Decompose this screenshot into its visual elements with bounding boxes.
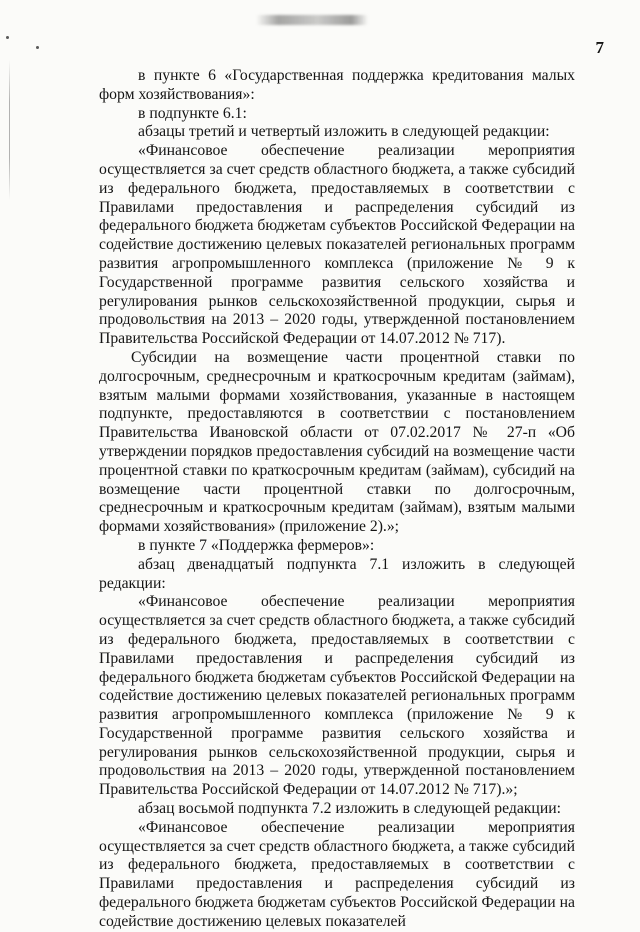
- paragraph: в пункте 7 «Поддержка фермеров»:: [138, 536, 375, 554]
- paragraph: Субсидии на возмещение части процентной ставки по долгосрочным, среднесрочным и краткосрочным кредитам (займам), взятым малыми формами хозяйствования, указанные в настоящем подпункте, предоставляются в соответствии с постановлением Правительства Ивановской области от 07.02.2017 № 27-п «Об утверждении порядков предоставления субсидий на возмещение части процентной ставки по краткосрочным кредитам (займам), субсидий на возмещение части процентной ставки по долгосрочным, среднесрочным и краткосрочным кредитам (займам), взятым малыми формами хозяйствования» (приложение 2).»;: [99, 348, 575, 536]
- paragraph: «Финансовое обеспечение реализации мероприятия осуществляется за счет средств областного бюджета, а также субсидий из федерального бюджета, предоставляемых в соответствии с Правилами предоставления и распределения субсидий из федерального бюджета бюджетам субъектов Российской Федерации на содействие достижению целевых показателей региональных программ развития агропромышленного комплекса (приложение № 9 к Государственной программе развития сельского хозяйства и регулирования рынков сельскохозяйственной продукции, сырья и продовольствия на 2013 – 2020 годы, утвержденной постановлением Правительства Российской Федерации от 14.07.2012 № 717).»;: [99, 593, 575, 799]
- scan-margin-line: [9, 60, 10, 200]
- paragraph: в пункте 6 «Государственная поддержка кредитования малых форм хозяйствования»:: [99, 67, 575, 103]
- paragraph: абзацы третий и четвертый изложить в следующей редакции:: [138, 123, 550, 141]
- scan-dot: [6, 36, 9, 39]
- paragraph: «Финансовое обеспечение реализации мероприятия осуществляется за счет средств областного бюджета, а также субсидий из федерального бюджета, предоставляемых в соответствии с Правилами предоставления и распределения субсидий из федерального бюджета бюджетам субъектов Российской Федерации на содействие достижению целевых показателей: [99, 818, 575, 930]
- paragraph: в подпункте 6.1:: [138, 104, 247, 122]
- paragraph: абзац двенадцатый подпункта 7.1 изложить в следующей редакции:: [99, 555, 575, 592]
- scan-dot: [36, 46, 39, 49]
- scan-smudge: [256, 15, 368, 25]
- paragraph: абзац восьмой подпункта 7.2 изложить в следующей редакции:: [138, 800, 561, 818]
- page-number: 7: [595, 38, 604, 57]
- paragraph: «Финансовое обеспечение реализации мероприятия осуществляется за счет средств областного бюджета, а также субсидий из федерального бюджета, предоставляемых в соответствии с Правилами предоставления и распределения субсидий из федерального бюджета бюджетам субъектов Российской Федерации на содействие достижению целевых показателей региональных программ развития агропромышленного комплекса (приложение № 9 к Государственной программе развития сельского хозяйства и регулирования рынков сельскохозяйственной продукции, сырья и продовольствия на 2013 – 2020 годы, утвержденной постановлением Правительства Российской Федерации от 14.07.2012 № 717).: [99, 142, 575, 348]
- document-body: [99, 67, 575, 932]
